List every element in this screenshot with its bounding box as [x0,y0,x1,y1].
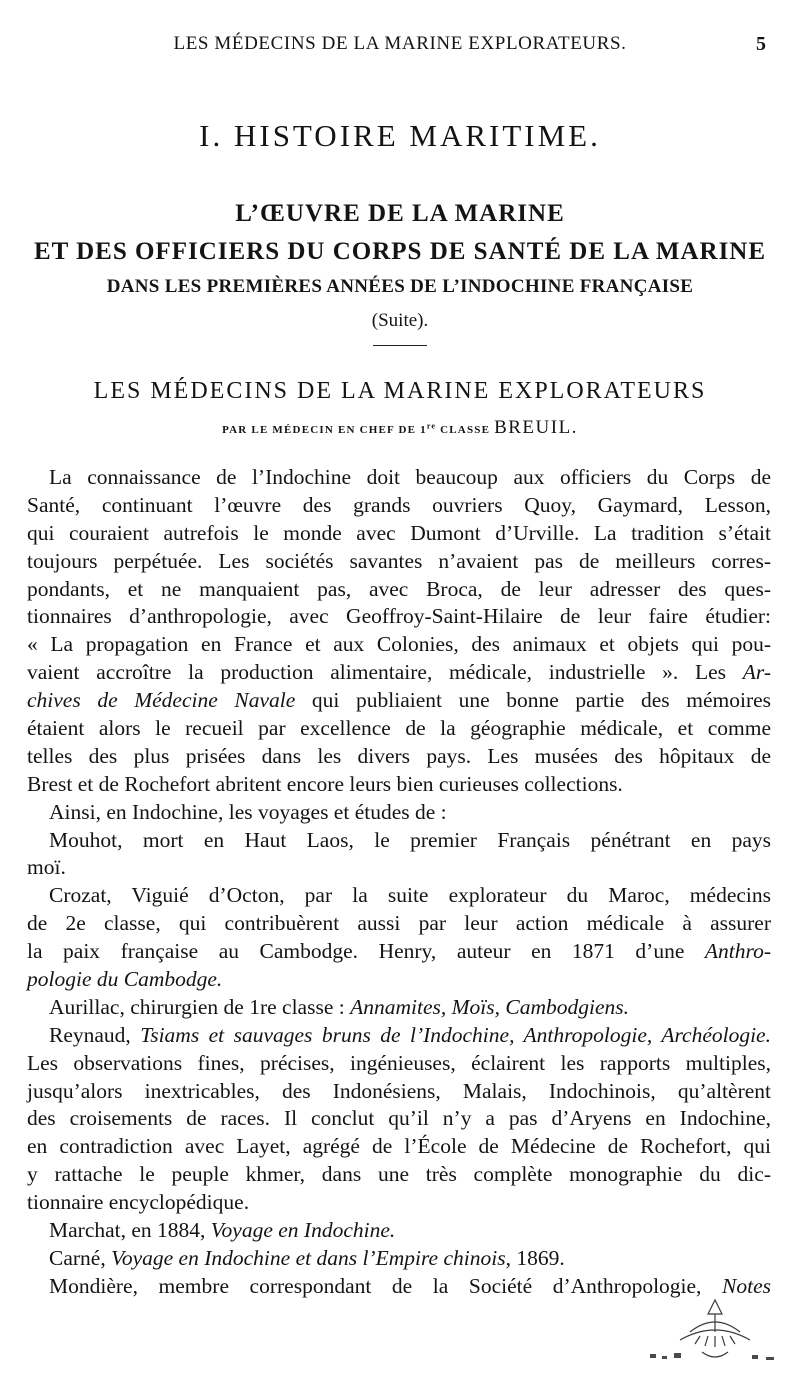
running-head [0,33,800,57]
text-line [27,576,771,604]
section-title: I. HISTOIRE MARITIME. [199,118,601,153]
text-line [27,743,771,771]
text-line [27,1189,771,1217]
text-segment: moï. [27,855,66,880]
italic-segment: Notes [722,1273,771,1298]
text-line [27,938,771,966]
text-line [27,659,771,687]
text-line [27,1245,771,1273]
text-segment: tionnaires d’anthropologie, avec Geoffroy-Saint-Hilaire de leur faire étudier: [27,604,771,629]
byline [0,417,800,439]
text-line [27,1217,771,1245]
italic-segment: Anthro- [704,939,771,964]
text-segment: en contradiction avec Layet, agrégé de l’École de Médecine de Rochefort, qui [27,1134,771,1159]
italic-segment: Voyage en Indochine et dans l’Empire chinois [111,1245,506,1270]
byline-superscript: re [426,421,437,431]
text-line [27,548,771,576]
text-segment: jusqu’alors inextricables, des Indonésiens, Malais, Indochinois, qu’altèrent [27,1078,771,1103]
page-number: 5 [756,33,766,55]
text-segment: Brest et de Rochefort abritent encore leurs bien curieuses collections. [27,771,623,796]
text-line [27,799,771,827]
text-segment: Mouhot, mort en Haut Laos, le premier Français pénétrant en pays [49,827,771,852]
text-segment: telles des plus prisées dans les divers pays. Les musées des hôpitaux de [27,743,771,768]
text-line [27,631,771,659]
running-title: LES MÉDECINS DE LA MARINE EXPLORATEURS. [173,33,627,54]
text-segment: étaient alors le recueil par excellence de la géographie médicale, et comme [27,716,771,741]
work-title-line-3: DANS LES PREMIÈRES ANNÉES DE L’INDOCHINE FRANÇAISE [106,276,694,297]
text-line [27,1133,771,1161]
text-line [27,1050,771,1078]
text-line [27,882,771,910]
body-text [27,464,771,1301]
text-segment: des croisements de races. Il conclut qu’il n’y a pas d’Aryens en Indochine, [27,1106,771,1131]
text-segment: de 2e classe, qui contribuèrent aussi par leur action médicale à assurer [27,911,771,936]
text-line [27,520,771,548]
text-line [27,1105,771,1133]
text-segment: qui publiaient une bonne partie des mémoires [295,688,772,713]
byline-author: BREUIL. [494,417,578,438]
italic-segment: Voyage en Indochine. [210,1218,396,1243]
text-segment: Reynaud, [49,1022,141,1047]
text-line [27,827,771,855]
italic-segment: Ar- [742,660,771,685]
text-segment: qui couraient autrefois le monde avec Dumont d’Urville. La tradition s’était [27,520,771,545]
text-line [27,910,771,938]
text-segment: Crozat, Viguié d’Octon, par la suite explorateur du Maroc, médecins [49,883,771,908]
article-title: LES MÉDECINS DE LA MARINE EXPLORATEURS [93,378,707,404]
text-segment: toujours perpétuée. Les sociétés savantes n’avaient pas de meilleurs corres- [27,548,771,573]
text-line [27,715,771,743]
text-line [27,492,771,520]
work-title-line-2: ET DES OFFICIERS DU CORPS DE SANTÉ DE LA MARINE [33,238,767,265]
text-line [27,687,771,715]
text-segment: Marchat, en 1884, [49,1218,211,1243]
text-line [27,603,771,631]
text-segment: pondants, et ne manquaient pas, avec Broca, de leur adresser des ques- [27,576,771,601]
text-line [27,854,771,882]
text-segment: la paix française au Cambodge. Henry, auteur en 1871 d’une [27,939,705,964]
text-segment: « La propagation en France et aux Colonies, des animaux et objets qui pou- [27,632,771,657]
text-segment: vaient accroître la production alimentaire, médicale, industrielle ». Les [27,660,743,685]
text-line [27,771,771,799]
byline-class: CLASSE [436,424,495,436]
text-segment: Santé, continuant l’œuvre des grands ouvriers Quoy, Gaymard, Lesson, [27,492,771,517]
text-line [27,1078,771,1106]
italic-segment: pologie du Cambodge. [27,967,223,992]
suite-label: (Suite). [371,310,429,331]
text-segment: , 1869. [505,1245,565,1270]
work-title-line-1: L’ŒUVRE DE LA MARINE [235,200,565,227]
italic-segment: Annamites, Moïs, Cambodgiens. [350,994,629,1019]
text-segment: Les observations fines, précises, ingénieuses, éclairent les rapports multiples, [27,1050,771,1075]
text-segment: Carné, [49,1245,112,1270]
text-segment: Mondière, membre correspondant de la Société d’Anthropologie, [49,1273,723,1298]
text-line [27,966,771,994]
text-segment: tionnaire encyclopédique. [27,1190,250,1215]
text-line [27,1161,771,1189]
text-segment: y rattache le peuple khmer, dans une très complète monographie du dic- [27,1162,771,1187]
byline-prefix: PAR LE MÉDECIN EN CHEF DE 1 [222,424,427,436]
text-segment: La connaissance de l’Indochine doit beaucoup aux officiers du Corps de [49,465,771,489]
italic-segment: Tsiams et sauvages bruns de l’Indochine, Anthropologie, Archéologie. [140,1022,771,1047]
library-stamp-icon [640,1292,790,1372]
text-segment: Aurillac, chirurgien de 1re classe : [49,994,351,1019]
divider-rule [373,345,427,346]
text-line [27,994,771,1022]
text-line [27,464,771,492]
italic-segment: chives de Médecine Navale [27,688,296,713]
text-segment: Ainsi, en Indochine, les voyages et études de : [49,799,447,824]
text-line [27,1022,771,1050]
